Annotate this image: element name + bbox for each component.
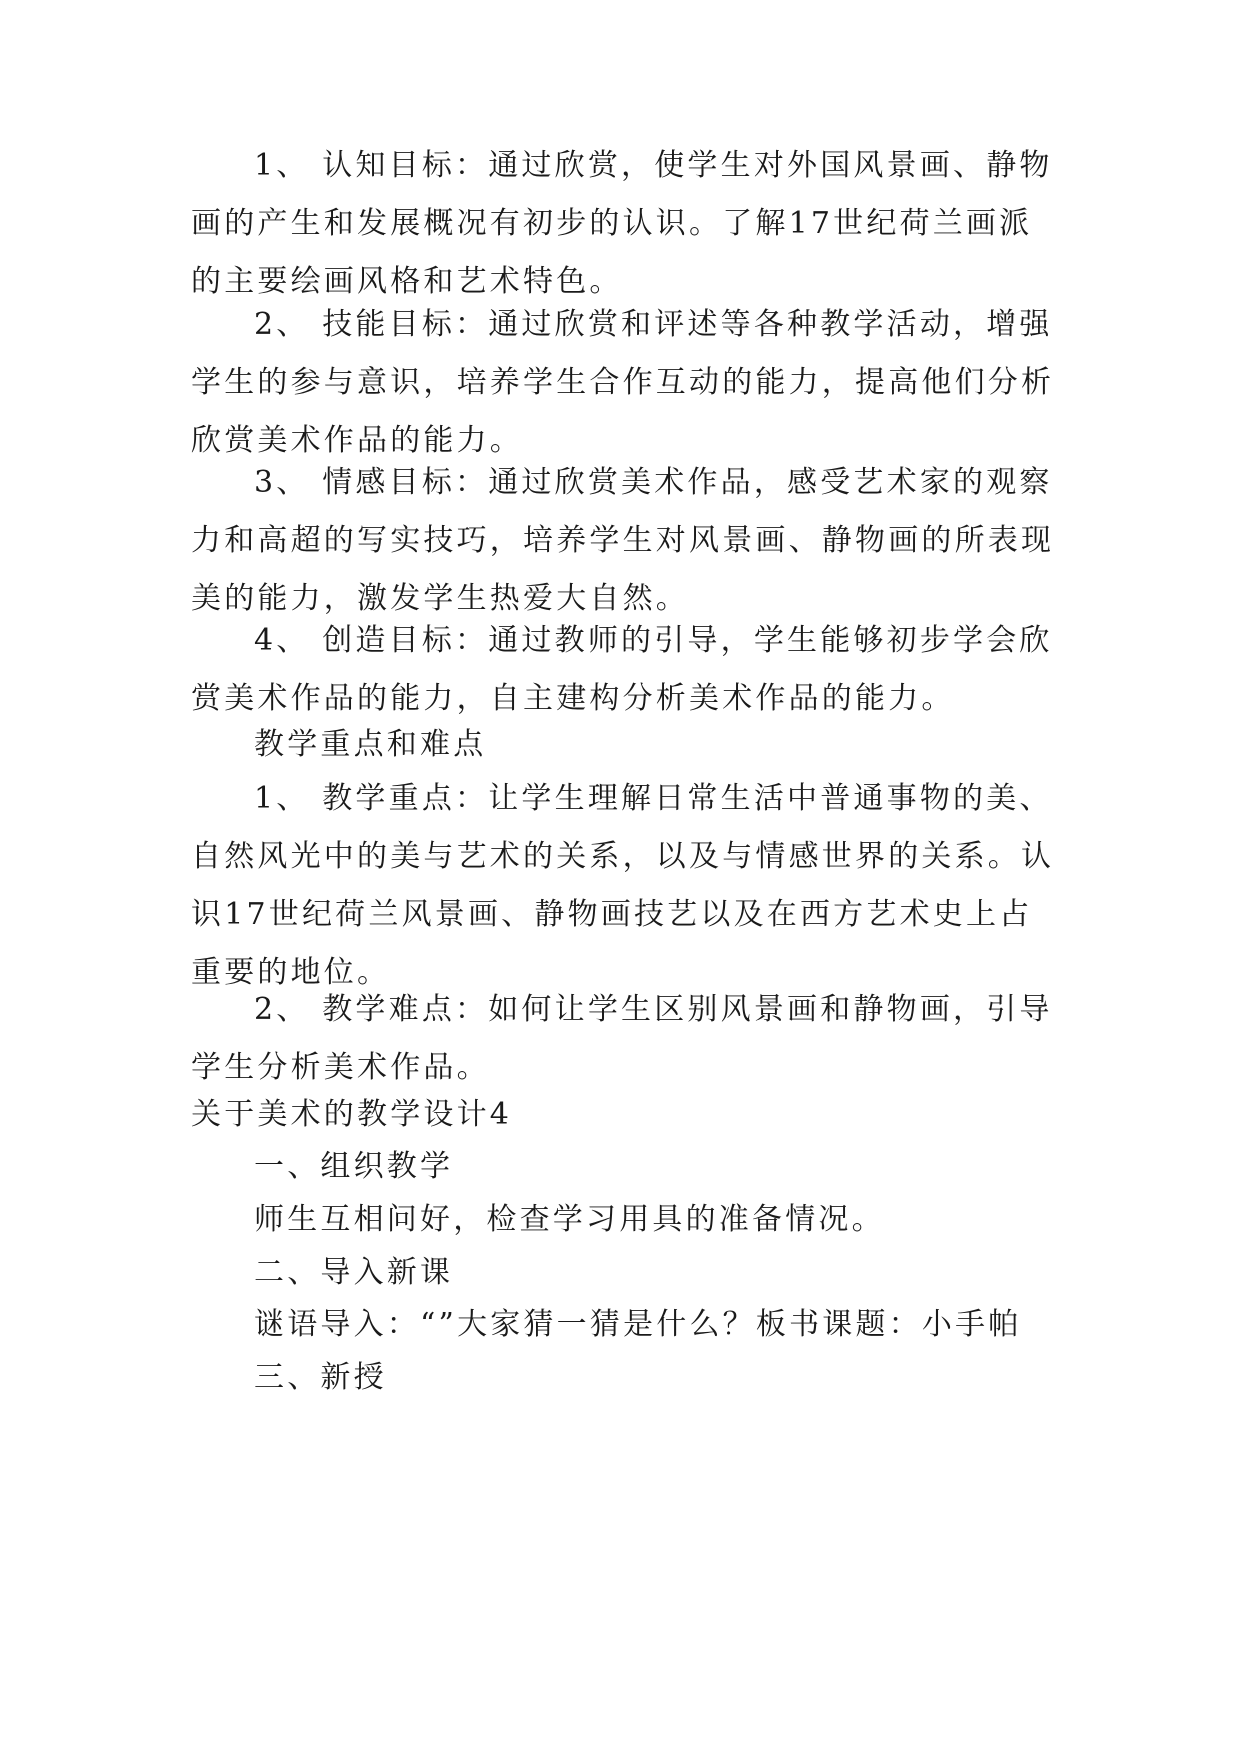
- step-organize-heading: 一、组织教学: [254, 1149, 454, 1184]
- key-point-difficulty: 2、 教学难点：如何让学生区别风景画和静物画，引导学生分析美术作品。: [191, 992, 1053, 1085]
- step-intro-text: 谜语导入：“”大家猜一猜是什么？板书课题：小手帕: [254, 1307, 1022, 1342]
- objective-cognitive: 1、 认知目标：通过欣赏，使学生对外国风景画、静物画的产生和发展概况有初步的认识。了解17世纪荷兰画派的主要绘画风格和艺术特色。: [191, 148, 1053, 299]
- objective-creative: 4、 创造目标：通过教师的引导，学生能够初步学会欣赏美术作品的能力，自主建构分析美术作品的能力。: [191, 623, 1053, 716]
- objective-emotion: 3、 情感目标：通过欣赏美术作品，感受艺术家的观察力和高超的写实技巧，培养学生对风景画、静物画的所表现美的能力，激发学生热爱大自然。: [191, 465, 1055, 616]
- section-title: 关于美术的教学设计4: [191, 1097, 513, 1132]
- step-organize-text: 师生互相问好，检查学习用具的准备情况。: [254, 1202, 885, 1237]
- step-intro-heading: 二、导入新课: [254, 1255, 454, 1290]
- key-points-heading: 教学重点和难点: [254, 727, 487, 762]
- objective-skill: 2、 技能目标：通过欣赏和评述等各种教学活动，增强学生的参与意识，培养学生合作互动的能力，提高他们分析欣赏美术作品的能力。: [191, 307, 1055, 458]
- step-new-lesson-heading: 三、新授: [254, 1360, 387, 1395]
- key-point-focus: 1、 教学重点：让学生理解日常生活中普通事物的美、自然风光中的美与艺术的关系，以及与情感世界的关系。认识17世纪荷兰风景画、静物画技艺以及在西方艺术史上占重要的地位。: [191, 781, 1055, 990]
